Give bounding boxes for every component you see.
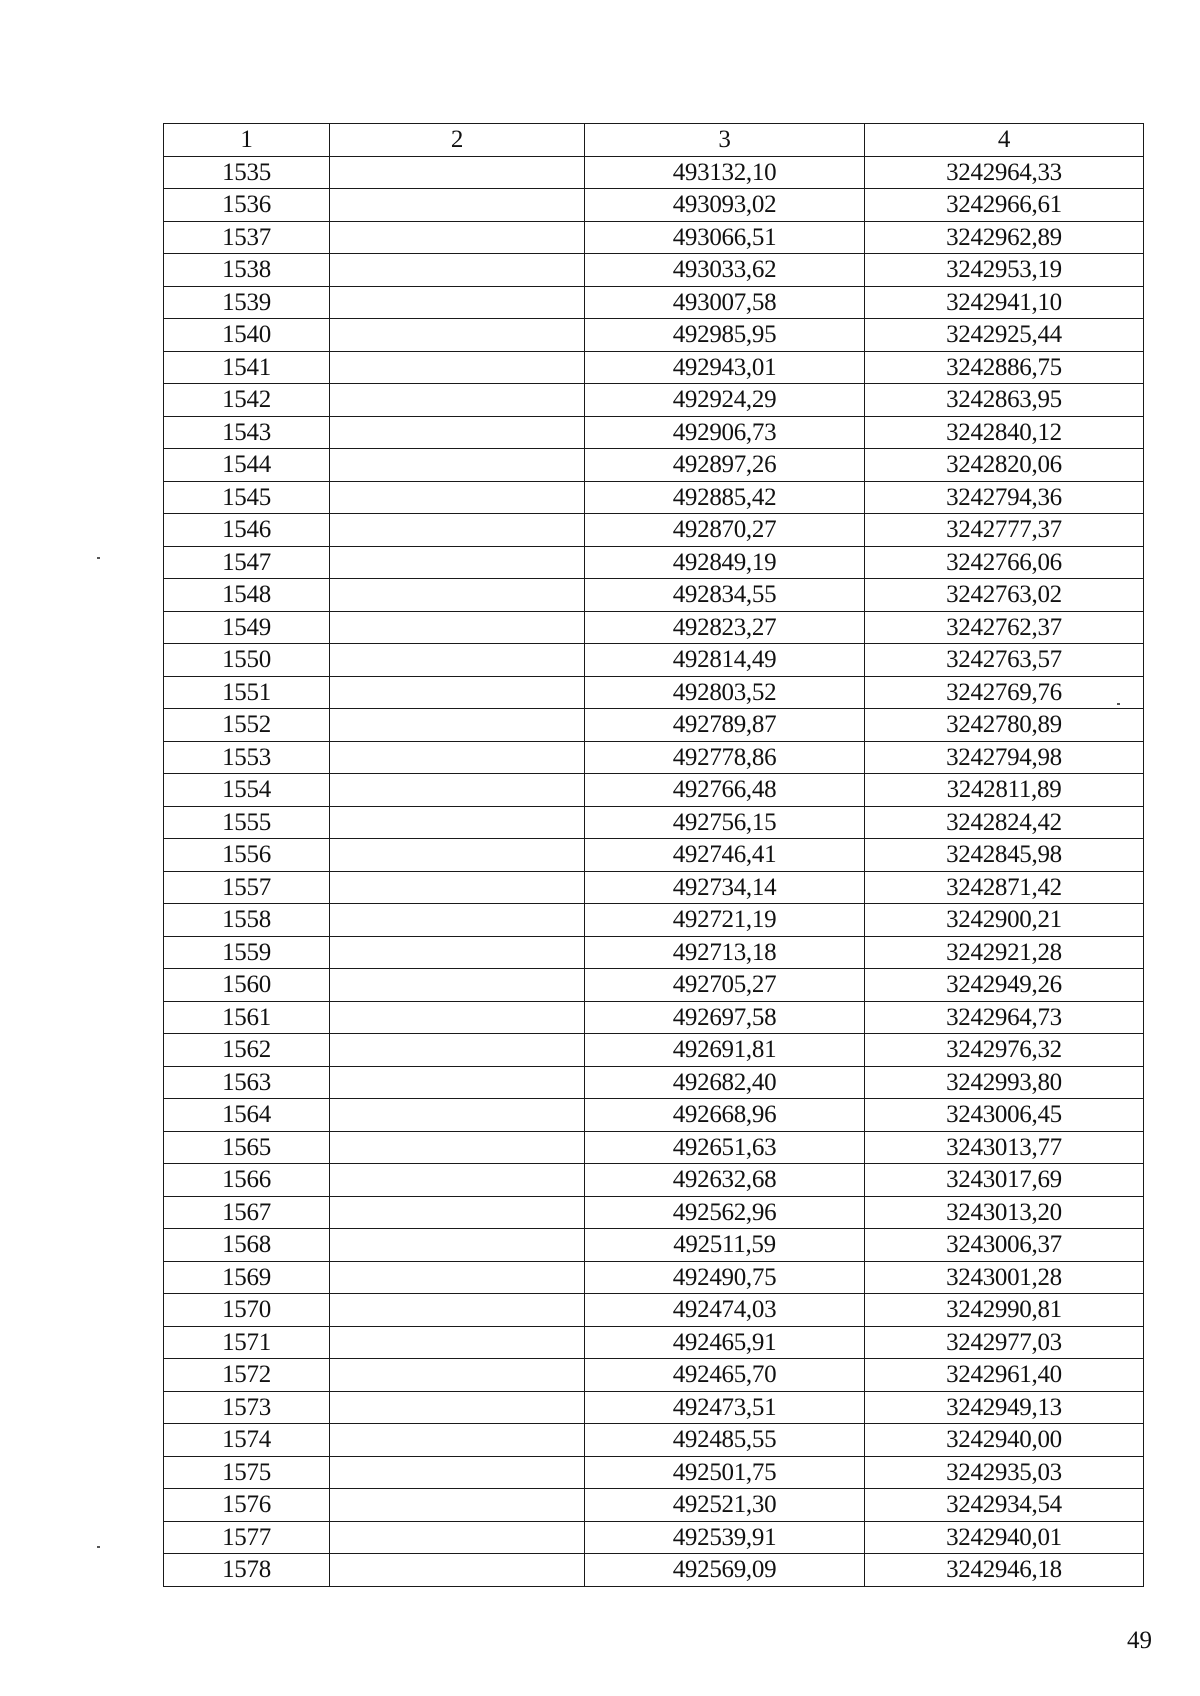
x-coordinate-cell: 492756,15 [585,806,865,839]
col2-cell [330,676,585,709]
y-coordinate-cell: 3242794,36 [865,481,1144,514]
table-body [164,156,1144,1586]
x-coordinate-cell: 492897,26 [585,449,865,482]
header-row [164,124,1144,157]
y-coordinate-cell: 3242769,76 [865,676,1144,709]
table-row [164,1229,1144,1262]
y-coordinate-cell: 3242886,75 [865,351,1144,384]
x-coordinate-cell: 492943,01 [585,351,865,384]
table-row [164,579,1144,612]
y-coordinate-cell: 3243006,37 [865,1229,1144,1262]
y-coordinate-cell: 3242949,13 [865,1391,1144,1424]
table-row [164,806,1144,839]
x-coordinate-cell: 492501,75 [585,1456,865,1489]
point-number-cell: 1535 [164,156,330,189]
x-coordinate-cell: 492691,81 [585,1034,865,1067]
col2-cell [330,514,585,547]
table-row [164,936,1144,969]
y-coordinate-cell: 3242763,57 [865,644,1144,677]
y-coordinate-cell: 3242966,61 [865,189,1144,222]
table-row [164,481,1144,514]
table-header [164,124,1144,157]
y-coordinate-cell: 3242766,06 [865,546,1144,579]
table-row [164,904,1144,937]
y-coordinate-cell: 3242777,37 [865,514,1144,547]
point-number-cell: 1540 [164,319,330,352]
x-coordinate-cell: 492778,86 [585,741,865,774]
col2-cell [330,1164,585,1197]
y-coordinate-cell: 3243001,28 [865,1261,1144,1294]
col2-cell [330,254,585,287]
x-coordinate-cell: 493033,62 [585,254,865,287]
table-row [164,1294,1144,1327]
table-row [164,189,1144,222]
table-row [164,416,1144,449]
x-coordinate-cell: 492985,95 [585,319,865,352]
y-coordinate-cell: 3242863,95 [865,384,1144,417]
col2-cell [330,156,585,189]
x-coordinate-cell: 492870,27 [585,514,865,547]
x-coordinate-cell: 492539,91 [585,1521,865,1554]
x-coordinate-cell: 492473,51 [585,1391,865,1424]
col2-cell [330,1229,585,1262]
x-coordinate-cell: 492814,49 [585,644,865,677]
table-row [164,1001,1144,1034]
col2-cell [330,319,585,352]
col2-cell [330,904,585,937]
y-coordinate-cell: 3242961,40 [865,1359,1144,1392]
y-coordinate-cell: 3243017,69 [865,1164,1144,1197]
point-number-cell: 1538 [164,254,330,287]
y-coordinate-cell: 3242946,18 [865,1554,1144,1587]
point-number-cell: 1557 [164,871,330,904]
col2-cell [330,1424,585,1457]
x-coordinate-cell: 493093,02 [585,189,865,222]
y-coordinate-cell: 3242993,80 [865,1066,1144,1099]
table-row [164,774,1144,807]
point-number-cell: 1550 [164,644,330,677]
y-coordinate-cell: 3242925,44 [865,319,1144,352]
y-coordinate-cell: 3243013,20 [865,1196,1144,1229]
point-number-cell: 1544 [164,449,330,482]
y-coordinate-cell: 3242811,89 [865,774,1144,807]
y-coordinate-cell: 3242763,02 [865,579,1144,612]
table-row [164,1131,1144,1164]
point-number-cell: 1573 [164,1391,330,1424]
col2-cell [330,871,585,904]
y-coordinate-cell: 3242935,03 [865,1456,1144,1489]
x-coordinate-cell: 492924,29 [585,384,865,417]
x-coordinate-cell: 492490,75 [585,1261,865,1294]
y-coordinate-cell: 3242964,73 [865,1001,1144,1034]
col2-cell [330,611,585,644]
y-coordinate-cell: 3242824,42 [865,806,1144,839]
point-number-cell: 1553 [164,741,330,774]
col2-cell [330,286,585,319]
table-row [164,286,1144,319]
y-coordinate-cell: 3243013,77 [865,1131,1144,1164]
table-row [164,1521,1144,1554]
col2-cell [330,481,585,514]
table-row [164,676,1144,709]
col2-cell [330,416,585,449]
table-row [164,156,1144,189]
x-coordinate-cell: 492569,09 [585,1554,865,1587]
y-coordinate-cell: 3242780,89 [865,709,1144,742]
x-coordinate-cell: 492465,70 [585,1359,865,1392]
point-number-cell: 1539 [164,286,330,319]
x-coordinate-cell: 492668,96 [585,1099,865,1132]
y-coordinate-cell: 3242794,98 [865,741,1144,774]
x-coordinate-cell: 492734,14 [585,871,865,904]
x-coordinate-cell: 492766,48 [585,774,865,807]
table-row [164,449,1144,482]
x-coordinate-cell: 492713,18 [585,936,865,969]
col2-cell [330,644,585,677]
table-row [164,319,1144,352]
point-number-cell: 1576 [164,1489,330,1522]
coordinates-table [163,123,1144,1587]
table-row [164,1196,1144,1229]
scan-speck [97,1546,100,1548]
point-number-cell: 1558 [164,904,330,937]
col2-cell [330,1554,585,1587]
table-row [164,1099,1144,1132]
col2-cell [330,1034,585,1067]
table-row [164,1261,1144,1294]
col2-cell [330,1294,585,1327]
point-number-cell: 1574 [164,1424,330,1457]
x-coordinate-cell: 492465,91 [585,1326,865,1359]
table-row [164,969,1144,1002]
table-row [164,1359,1144,1392]
table-row [164,741,1144,774]
point-number-cell: 1537 [164,221,330,254]
point-number-cell: 1552 [164,709,330,742]
x-coordinate-cell: 492562,96 [585,1196,865,1229]
y-coordinate-cell: 3242840,12 [865,416,1144,449]
col2-cell [330,741,585,774]
x-coordinate-cell: 492697,58 [585,1001,865,1034]
header-cell-col4: 4 [865,124,1144,157]
col2-cell [330,221,585,254]
table-row [164,1489,1144,1522]
table-row [164,221,1144,254]
x-coordinate-cell: 492511,59 [585,1229,865,1262]
point-number-cell: 1562 [164,1034,330,1067]
col2-cell [330,579,585,612]
x-coordinate-cell: 493007,58 [585,286,865,319]
col2-cell [330,1359,585,1392]
point-number-cell: 1547 [164,546,330,579]
table-row [164,1066,1144,1099]
x-coordinate-cell: 492849,19 [585,546,865,579]
col2-cell [330,1066,585,1099]
col2-cell [330,1391,585,1424]
point-number-cell: 1566 [164,1164,330,1197]
x-coordinate-cell: 493066,51 [585,221,865,254]
col2-cell [330,1131,585,1164]
y-coordinate-cell: 3242871,42 [865,871,1144,904]
point-number-cell: 1577 [164,1521,330,1554]
y-coordinate-cell: 3242949,26 [865,969,1144,1002]
point-number-cell: 1572 [164,1359,330,1392]
col2-cell [330,351,585,384]
y-coordinate-cell: 3242953,19 [865,254,1144,287]
col2-cell [330,936,585,969]
page-number: 49 [1127,1627,1152,1654]
x-coordinate-cell: 493132,10 [585,156,865,189]
table-row [164,351,1144,384]
point-number-cell: 1560 [164,969,330,1002]
point-number-cell: 1549 [164,611,330,644]
point-number-cell: 1564 [164,1099,330,1132]
point-number-cell: 1546 [164,514,330,547]
x-coordinate-cell: 492834,55 [585,579,865,612]
point-number-cell: 1536 [164,189,330,222]
point-number-cell: 1543 [164,416,330,449]
table-row [164,1164,1144,1197]
table-row [164,254,1144,287]
table-row [164,709,1144,742]
y-coordinate-cell: 3242976,32 [865,1034,1144,1067]
col2-cell [330,189,585,222]
point-number-cell: 1571 [164,1326,330,1359]
x-coordinate-cell: 492632,68 [585,1164,865,1197]
point-number-cell: 1542 [164,384,330,417]
point-number-cell: 1578 [164,1554,330,1587]
y-coordinate-cell: 3242934,54 [865,1489,1144,1522]
y-coordinate-cell: 3242900,21 [865,904,1144,937]
point-number-cell: 1565 [164,1131,330,1164]
header-cell-col1: 1 [164,124,330,157]
col2-cell [330,774,585,807]
table-row [164,1326,1144,1359]
col2-cell [330,1489,585,1522]
x-coordinate-cell: 492474,03 [585,1294,865,1327]
y-coordinate-cell: 3242940,01 [865,1521,1144,1554]
table-row [164,1456,1144,1489]
point-number-cell: 1555 [164,806,330,839]
point-number-cell: 1554 [164,774,330,807]
point-number-cell: 1567 [164,1196,330,1229]
table-row [164,1034,1144,1067]
point-number-cell: 1575 [164,1456,330,1489]
point-number-cell: 1545 [164,481,330,514]
x-coordinate-cell: 492521,30 [585,1489,865,1522]
x-coordinate-cell: 492823,27 [585,611,865,644]
table-row [164,839,1144,872]
col2-cell [330,1001,585,1034]
point-number-cell: 1548 [164,579,330,612]
x-coordinate-cell: 492789,87 [585,709,865,742]
x-coordinate-cell: 492906,73 [585,416,865,449]
y-coordinate-cell: 3243006,45 [865,1099,1144,1132]
y-coordinate-cell: 3242940,00 [865,1424,1144,1457]
point-number-cell: 1556 [164,839,330,872]
y-coordinate-cell: 3242964,33 [865,156,1144,189]
scan-speck [1117,703,1120,705]
y-coordinate-cell: 3242990,81 [865,1294,1144,1327]
table-row [164,1554,1144,1587]
col2-cell [330,1521,585,1554]
scan-speck [97,557,100,559]
point-number-cell: 1561 [164,1001,330,1034]
table-row [164,514,1144,547]
point-number-cell: 1541 [164,351,330,384]
x-coordinate-cell: 492682,40 [585,1066,865,1099]
col2-cell [330,449,585,482]
col2-cell [330,1099,585,1132]
col2-cell [330,546,585,579]
point-number-cell: 1569 [164,1261,330,1294]
x-coordinate-cell: 492705,27 [585,969,865,1002]
col2-cell [330,1326,585,1359]
table-row [164,611,1144,644]
table-row [164,871,1144,904]
col2-cell [330,969,585,1002]
table-row [164,1424,1144,1457]
col2-cell [330,806,585,839]
table-row [164,644,1144,677]
x-coordinate-cell: 492721,19 [585,904,865,937]
x-coordinate-cell: 492746,41 [585,839,865,872]
y-coordinate-cell: 3242762,37 [865,611,1144,644]
col2-cell [330,384,585,417]
point-number-cell: 1559 [164,936,330,969]
y-coordinate-cell: 3242845,98 [865,839,1144,872]
y-coordinate-cell: 3242977,03 [865,1326,1144,1359]
col2-cell [330,1196,585,1229]
x-coordinate-cell: 492803,52 [585,676,865,709]
x-coordinate-cell: 492651,63 [585,1131,865,1164]
header-cell-col2: 2 [330,124,585,157]
table-row [164,1391,1144,1424]
y-coordinate-cell: 3242962,89 [865,221,1144,254]
col2-cell [330,1456,585,1489]
point-number-cell: 1563 [164,1066,330,1099]
x-coordinate-cell: 492885,42 [585,481,865,514]
table-row [164,384,1144,417]
table-row [164,546,1144,579]
point-number-cell: 1570 [164,1294,330,1327]
point-number-cell: 1568 [164,1229,330,1262]
header-cell-col3: 3 [585,124,865,157]
y-coordinate-cell: 3242820,06 [865,449,1144,482]
col2-cell [330,709,585,742]
x-coordinate-cell: 492485,55 [585,1424,865,1457]
y-coordinate-cell: 3242941,10 [865,286,1144,319]
point-number-cell: 1551 [164,676,330,709]
col2-cell [330,1261,585,1294]
y-coordinate-cell: 3242921,28 [865,936,1144,969]
col2-cell [330,839,585,872]
